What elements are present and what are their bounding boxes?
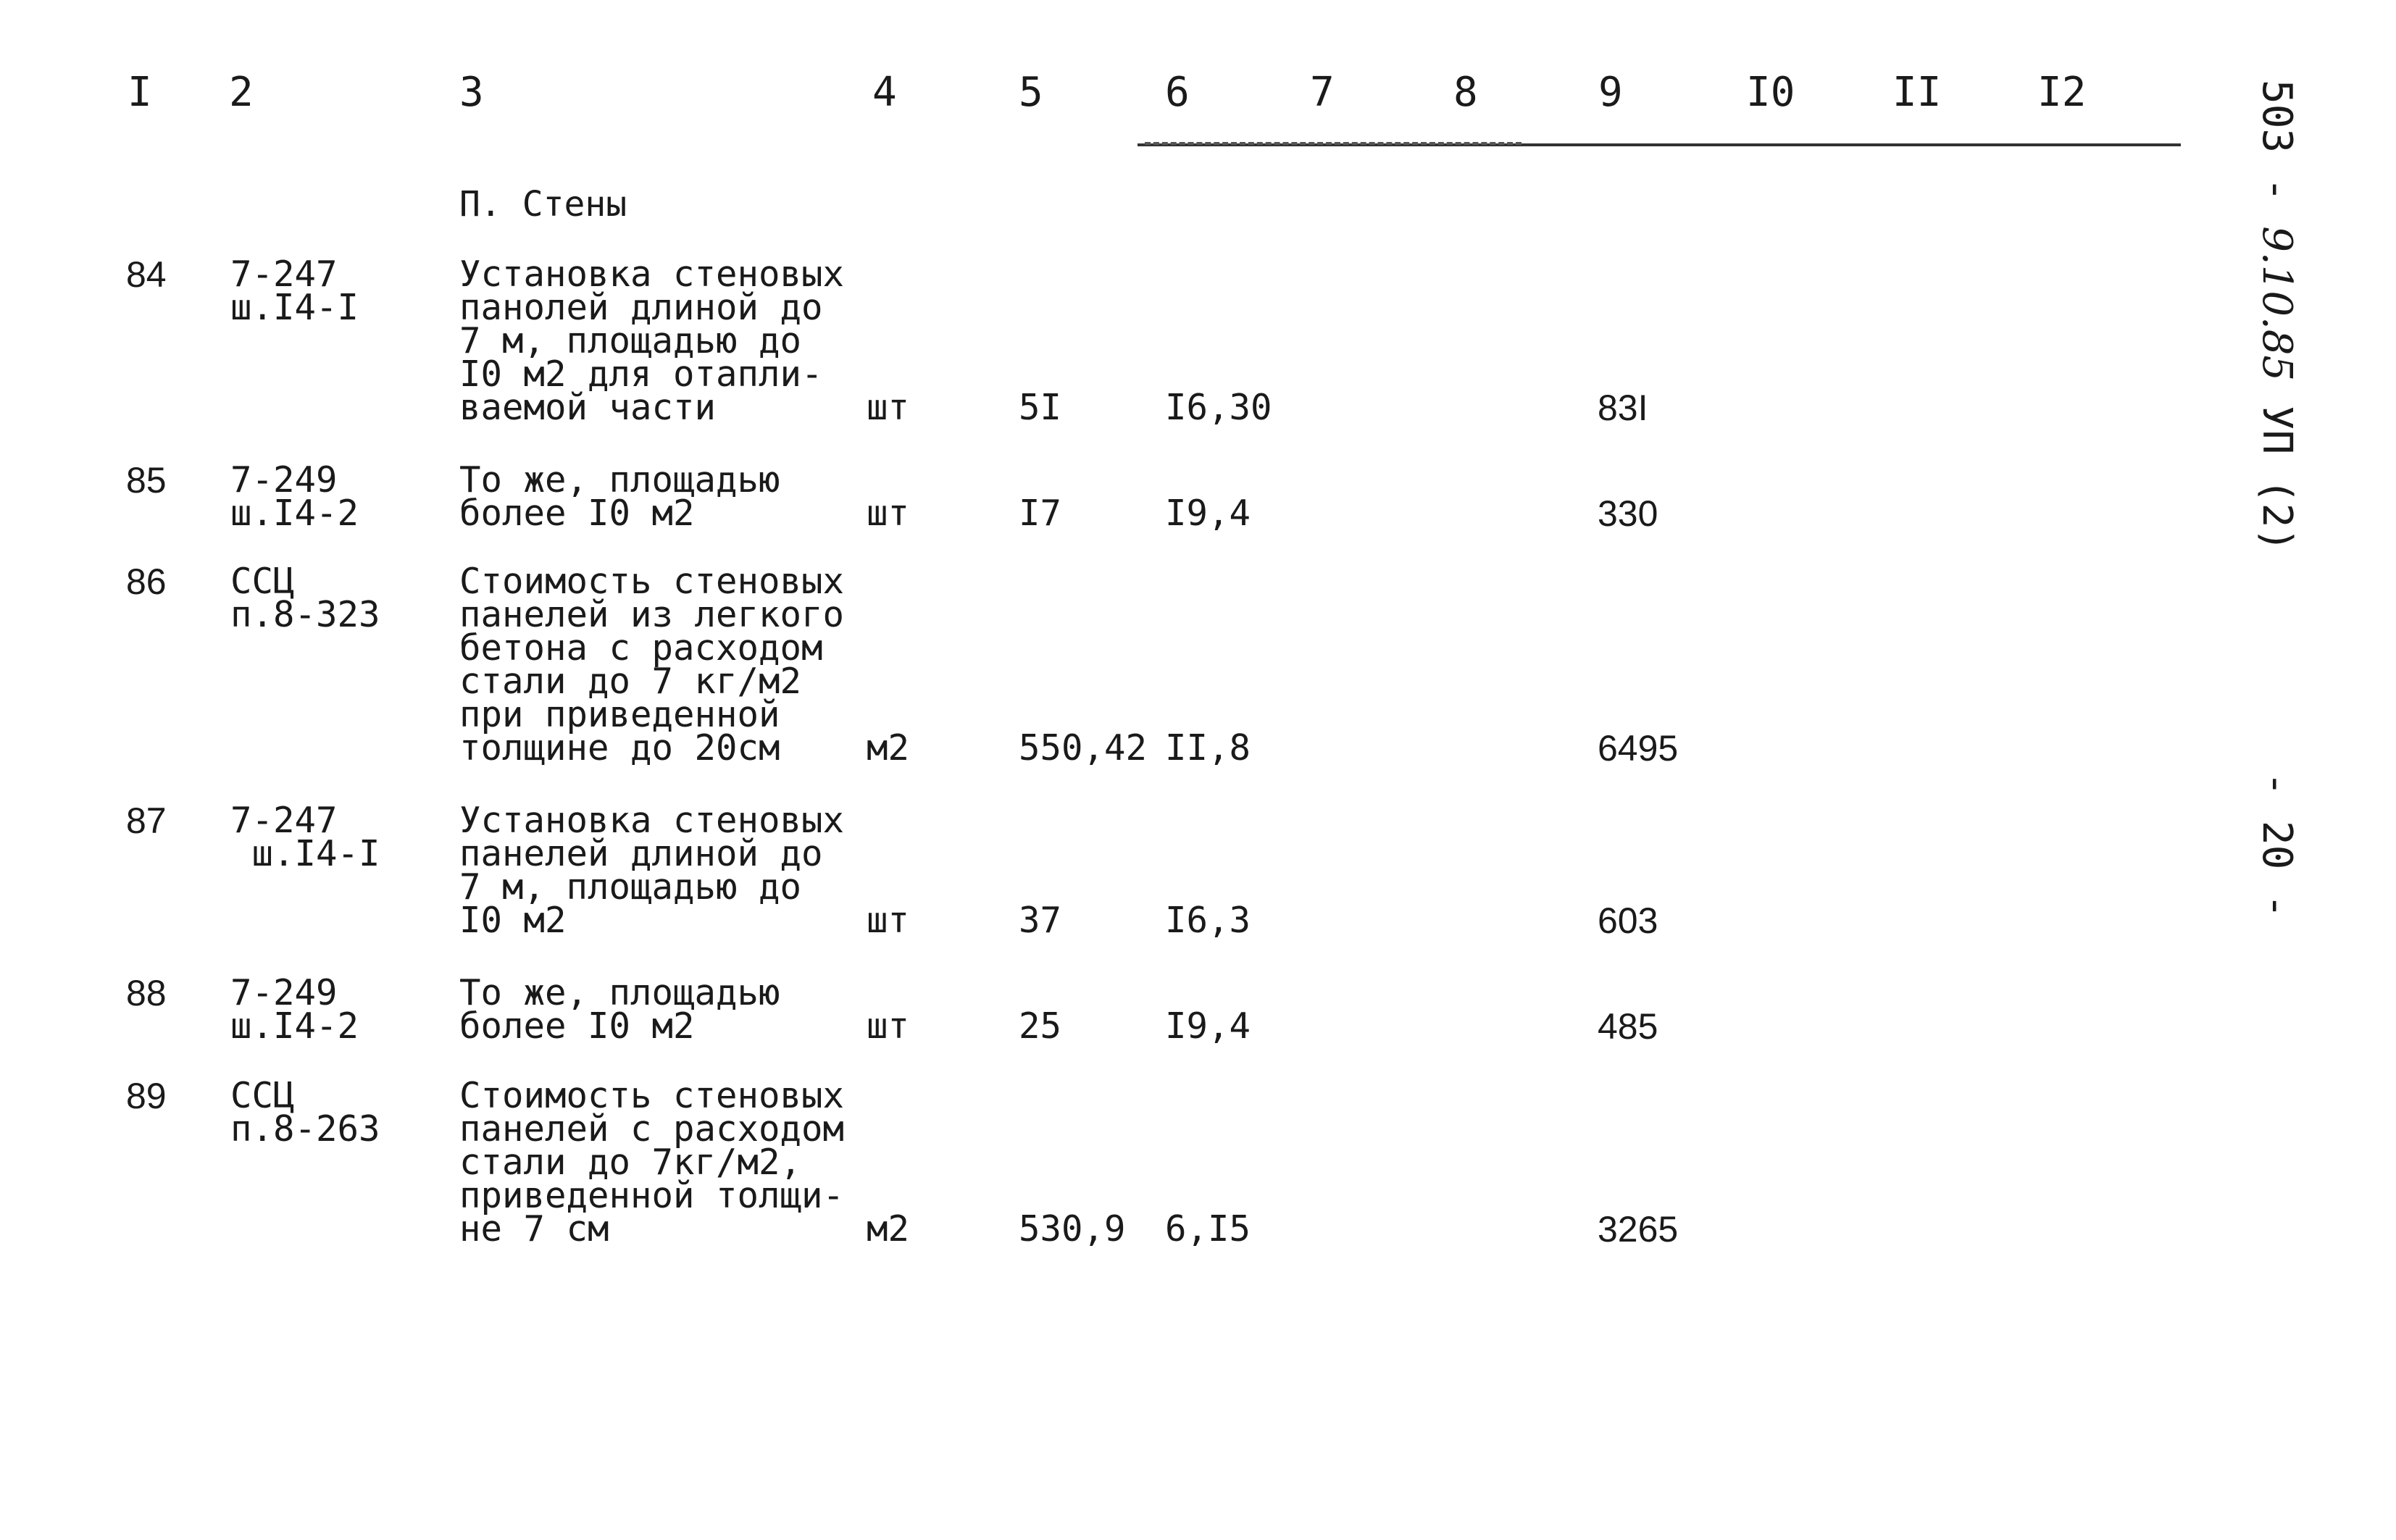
page-number: - 20 - [2253, 771, 2300, 918]
quantity: 25 [1019, 1005, 1062, 1047]
unit-price: I6,3 [1165, 900, 1251, 941]
total-cost: 6495 [1598, 728, 1679, 769]
unit: м2 [867, 1208, 910, 1250]
work-description: Установка стеновых панелей длиной до 7 м, площадью до I0 м2 [459, 800, 845, 941]
work-description: Стоимость стеновых панелей из легкого бетона с расходом стали до 7 кг/м2 при приведенной толщине до 20см [459, 561, 845, 769]
row-number: 86 [126, 561, 167, 602]
quantity: I7 [1019, 493, 1062, 534]
unit: шт [867, 900, 910, 941]
work-description: То же, площадью более I0 м2 [459, 972, 780, 1047]
row-number: 89 [126, 1076, 167, 1116]
unit: шт [867, 493, 910, 534]
unit: шт [867, 387, 910, 428]
quantity: 550,42 [1019, 727, 1148, 769]
column-header-5: 5 [1019, 69, 1043, 116]
norm-code: ССЦ п.8-323 [230, 561, 380, 635]
column-header-12: I2 [2037, 69, 2087, 116]
column-header-8: 8 [1453, 69, 1478, 116]
column-header-10: I0 [1746, 69, 1795, 116]
doc-number-prefix: 503 - [2253, 80, 2300, 227]
section-title: П. Стены [459, 184, 627, 225]
column-header-2: 2 [229, 69, 254, 116]
column-header-11: II [1892, 69, 1942, 116]
unit-price: I9,4 [1165, 493, 1251, 534]
row-number: 84 [126, 254, 167, 295]
column-header-6: 6 [1165, 69, 1190, 116]
work-description: То же, площадью более I0 м2 [459, 459, 780, 534]
row-number: 85 [126, 460, 167, 501]
column-header-9: 9 [1598, 69, 1623, 116]
norm-code: ССЦ п.8-263 [230, 1075, 380, 1150]
column-header-1: I [128, 69, 152, 116]
norm-code: 7-247 ш.I4-I [230, 800, 380, 874]
header-divider-dashes [1145, 142, 1521, 145]
unit-price: II,8 [1165, 727, 1251, 769]
doc-number-handwritten: 9.10.85 [2253, 226, 2300, 382]
row-number: 88 [126, 973, 167, 1013]
norm-code: 7-249 ш.I4-2 [230, 972, 359, 1047]
total-cost: 485 [1598, 1006, 1658, 1047]
unit-price: 6,I5 [1165, 1208, 1251, 1250]
total-cost: 83I [1598, 388, 1648, 428]
unit: шт [867, 1005, 910, 1047]
quantity: 37 [1019, 900, 1062, 941]
document-stamp [2253, 80, 2300, 918]
work-description: Установка стеновых панолей длиной до 7 м, площадью до I0 м2 для отапли- ваемой части [459, 254, 845, 428]
doc-number-suffix: УП (2) [2253, 381, 2300, 553]
total-cost: 330 [1598, 493, 1658, 534]
quantity: 530,9 [1019, 1208, 1126, 1250]
column-header-7: 7 [1310, 69, 1335, 116]
quantity: 5I [1019, 387, 1062, 428]
unit: м2 [867, 727, 910, 769]
total-cost: 603 [1598, 900, 1658, 941]
row-number: 87 [126, 800, 167, 841]
total-cost: 3265 [1598, 1209, 1679, 1250]
norm-code: 7-249 ш.I4-2 [230, 459, 359, 534]
unit-price: I6,30 [1165, 387, 1272, 428]
norm-code: 7-247 ш.I4-I [230, 254, 359, 328]
column-header-4: 4 [872, 69, 897, 116]
column-header-3: 3 [459, 69, 484, 116]
work-description: Стоимость стеновых панелей с расходом стали до 7кг/м2, приведенной толщи- не 7 см [459, 1075, 845, 1250]
unit-price: I9,4 [1165, 1005, 1251, 1047]
